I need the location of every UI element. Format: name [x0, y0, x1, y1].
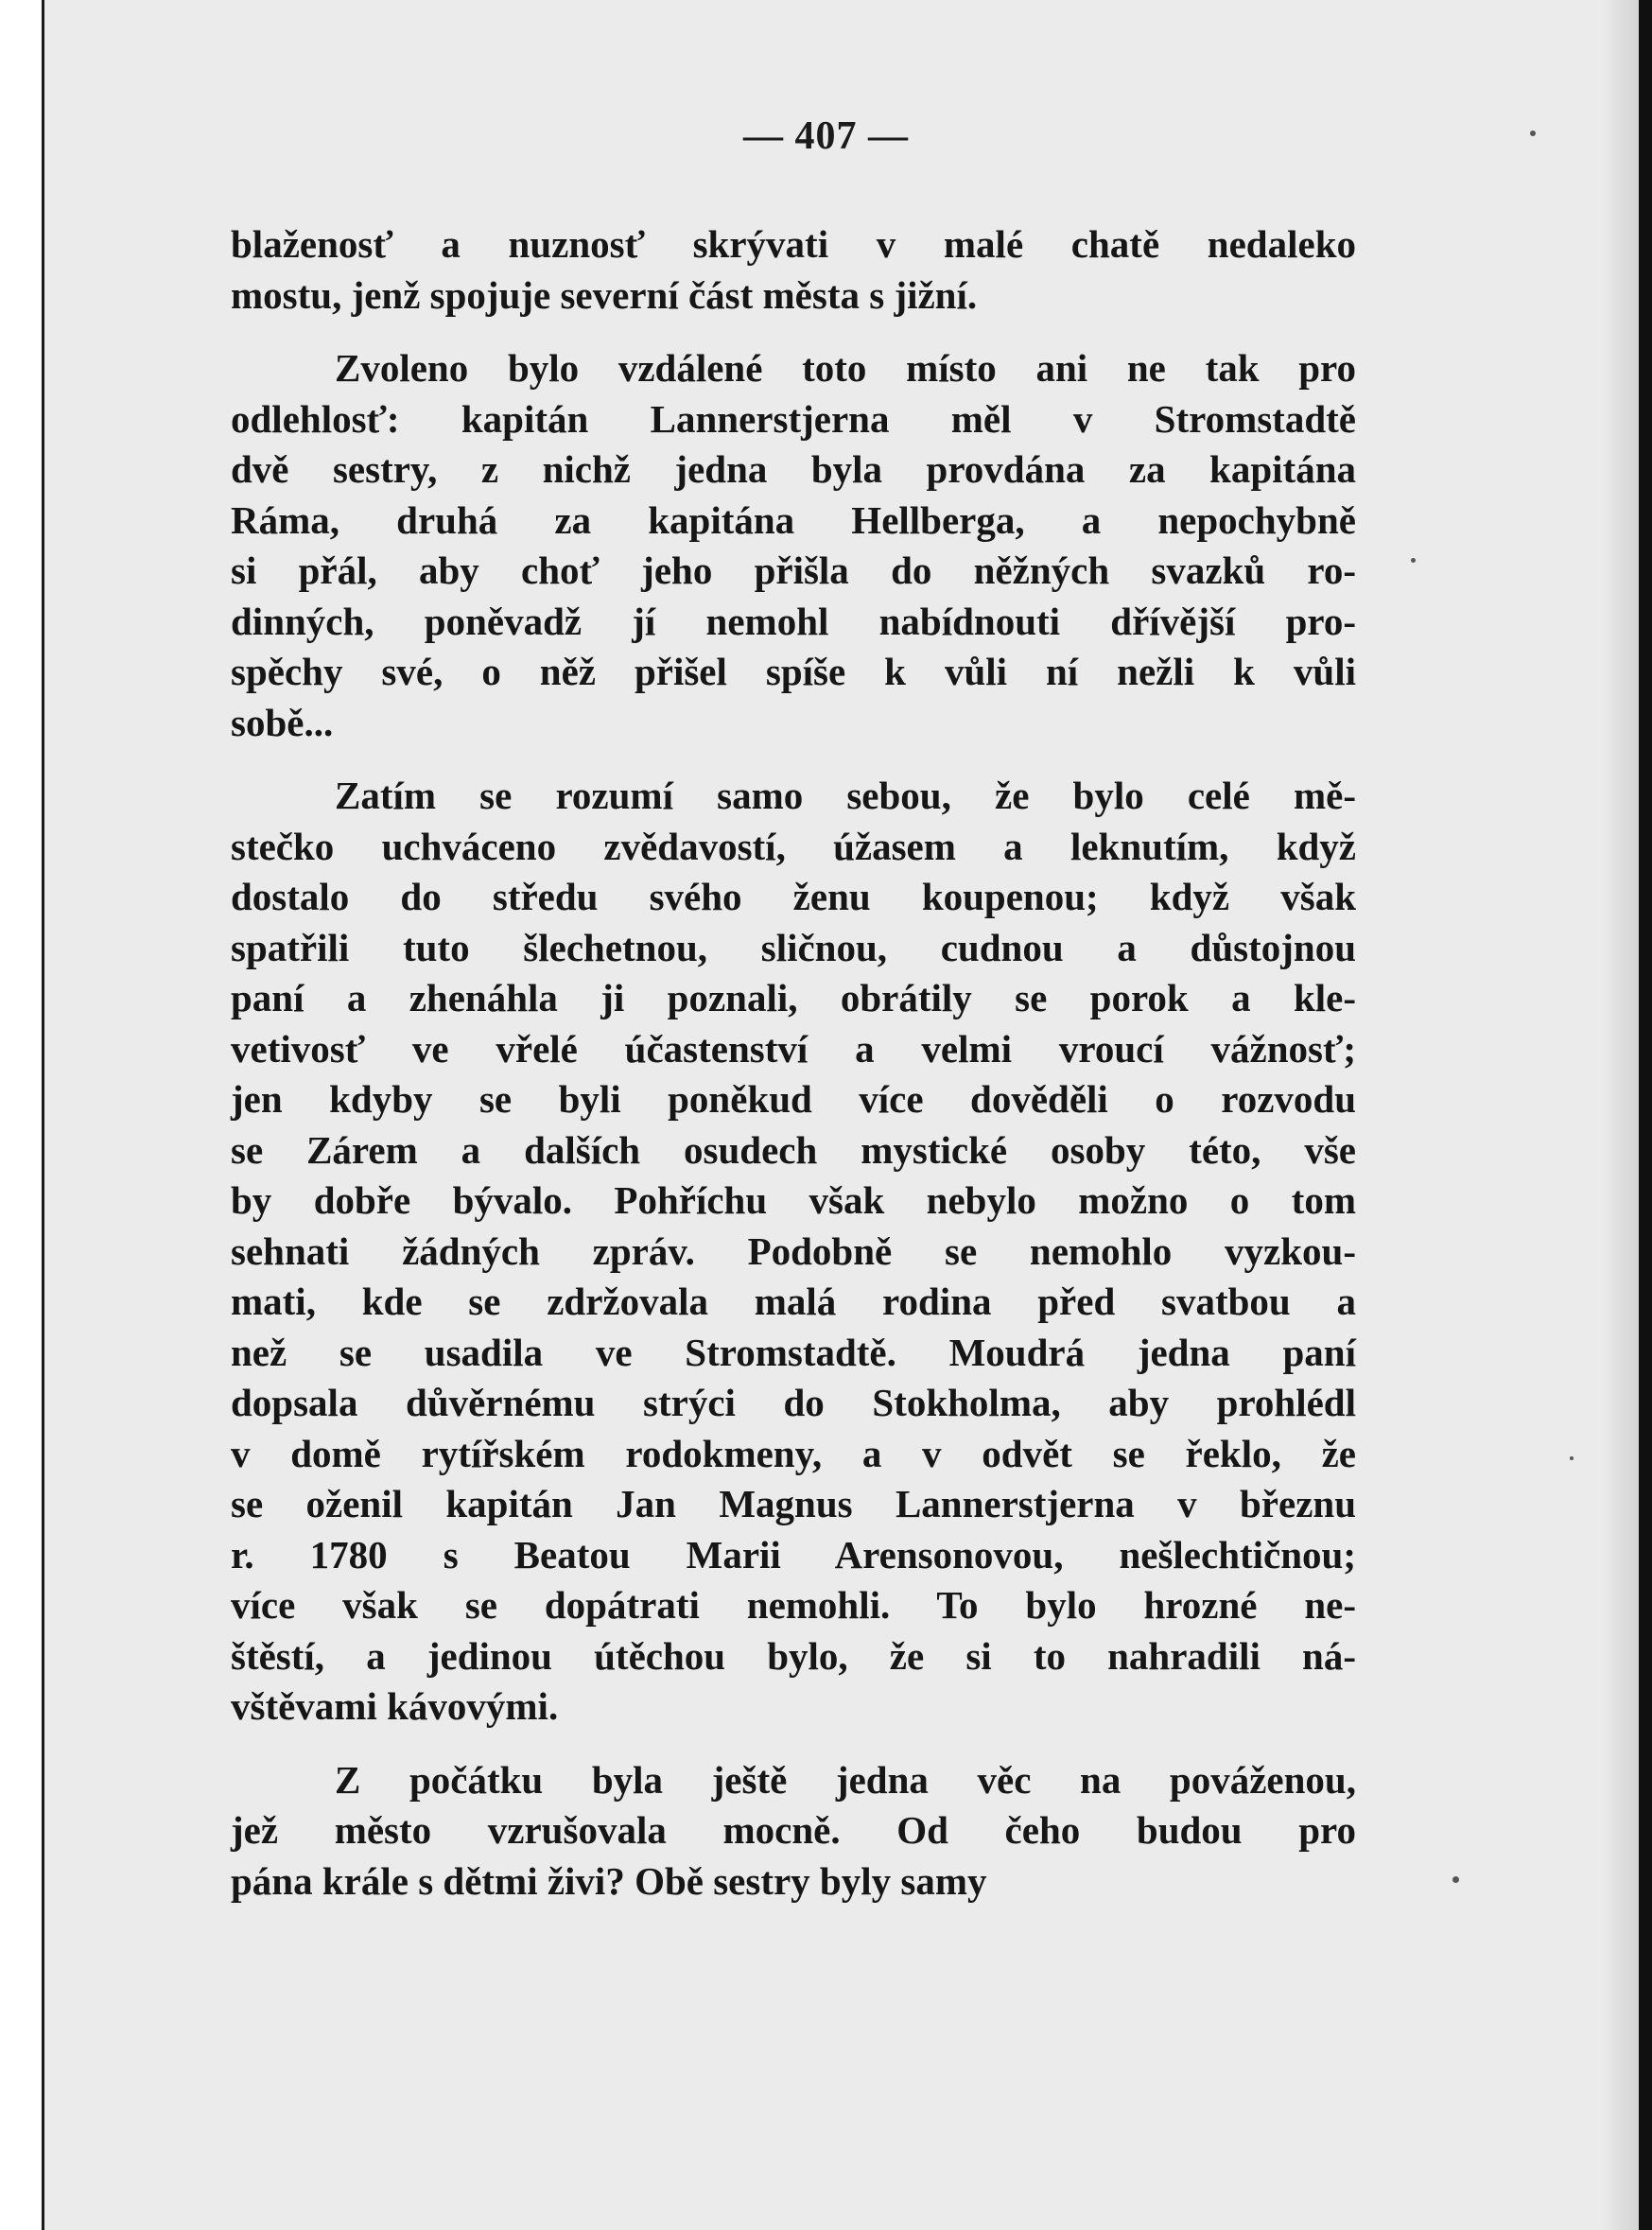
right-page-edge: [1639, 0, 1652, 2230]
text-line: blaženosť a nuznosť skrývati v malé chatě nedaleko: [231, 222, 1356, 266]
text-line: spěchy své, o něž přišel spíše k vůli ní nežli k vůli: [231, 650, 1356, 693]
text-line: mati, kde se zdržovala malá rodina před svatbou a: [231, 1280, 1356, 1323]
page-number: — 407 —: [743, 114, 909, 158]
text-line: v domě rytířském rodokmeny, a v odvět se řeklo, že: [231, 1431, 1356, 1475]
text-line: více však se dopátrati nemohli. To bylo hrozné ne-: [231, 1583, 1356, 1627]
text-line: štěstí, a jedinou útěchou bylo, že si to nahradili ná-: [231, 1633, 1356, 1678]
text-line: paní a zhenáhla ji poznali, obrátily se porok a kle-: [231, 976, 1356, 1019]
text-line: sobě...: [231, 700, 334, 744]
left-margin-strip: [0, 0, 42, 2230]
paragraph: [231, 343, 1356, 748]
paragraph-gap: [231, 1733, 1356, 1755]
paragraph-gap: [231, 321, 1356, 343]
paragraph: [231, 771, 1356, 1733]
body-text: [231, 219, 1356, 1907]
text-line: spatřili tuto šlechetnou, sličnou, cudnou a důstojnou: [231, 925, 1356, 969]
left-page-edge: [42, 0, 44, 2230]
text-line: mostu, jenž spojuje severní část města s jižní.: [231, 272, 978, 317]
text-line: se oženil kapitán Jan Magnus Lannerstjerna v březnu: [231, 1482, 1356, 1525]
paragraph: [231, 1755, 1356, 1908]
text-line: dostalo do středu svého ženu koupenou; když však: [231, 875, 1356, 918]
paragraph-gap: [231, 748, 1356, 771]
text-line: vetivosť ve vřelé účastenství a velmi vroucí vážnosť;: [231, 1026, 1356, 1071]
paper-speck: [1570, 1456, 1574, 1460]
text-line: r. 1780 s Beatou Marii Arensonovou, nešlechtičnou;: [231, 1532, 1356, 1577]
paper-speck: [1411, 558, 1416, 563]
text-line: Ráma, druhá za kapitána Hellberga, a nepochybně: [231, 497, 1356, 542]
text-line: stečko uchváceno zvědavostí, úžasem a leknutím, když: [231, 824, 1356, 868]
text-line: odlehlosť: kapitán Lannerstjerna měl v Stromstadtě: [231, 396, 1356, 441]
text-line: by dobře bývalo. Pohříchu však nebylo možno o tom: [231, 1178, 1356, 1222]
text-line: jež město vzrušovala mocně. Od čeho budou pro: [231, 1808, 1356, 1852]
text-line: Zatím se rozumí samo sebou, že bylo celé mě-: [335, 774, 1356, 817]
text-line: Z počátku byla ještě jedna věc na pováženou,: [335, 1757, 1356, 1802]
text-line: dinných, poněvadž jí nemohl nabídnouti dřívější pro-: [231, 599, 1356, 643]
text-line: vštěvami kávovými.: [231, 1684, 559, 1728]
text-line: jen kdyby se byli poněkud více dověděli o rozvodu: [231, 1077, 1356, 1121]
text-line: dopsala důvěrnému strýci do Stokholma, aby prohlédl: [231, 1381, 1356, 1424]
text-line: dvě sestry, z nichž jedna byla provdána za kapitána: [231, 447, 1356, 491]
text-line: než se usadila ve Stromstadtě. Moudrá jedna paní: [231, 1330, 1356, 1374]
text-line: pána krále s dětmi živi? Obě sestry byly samy: [231, 1858, 987, 1903]
text-line: se Zárem a dalších osudech mystické osoby této, vše: [231, 1127, 1356, 1172]
text-line: sehnati žádných zpráv. Podobně se nemohlo vyzkou-: [231, 1228, 1356, 1273]
paragraph: [231, 219, 1356, 321]
text-line: Zvoleno bylo vzdálené toto místo ani ne tak pro: [335, 346, 1356, 390]
right-gutter-shadow: [1601, 0, 1639, 2230]
paper-speck: [1452, 1876, 1459, 1883]
text-line: si přál, aby choť jeho přišla do něžných svazků ro-: [231, 549, 1356, 592]
